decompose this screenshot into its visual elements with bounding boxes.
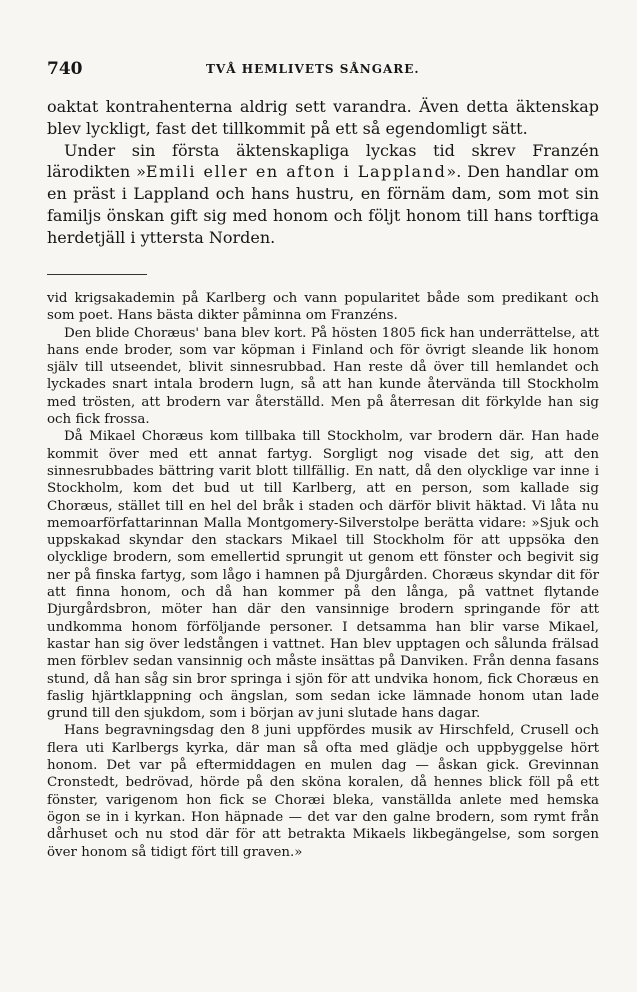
page-number: 740 xyxy=(47,59,83,79)
main-paragraph-1: oaktat kontrahenterna aldrig sett varandra. Även detta äktenskap blev lyckligt, fast det tillkommit på ett så egendomligt sätt. xyxy=(47,97,599,138)
footnote-paragraph-2: Den blide Choræus' bana blev kort. På hösten 1805 fick han underrättelse, att hans ende broder, som var köpman i Finland och för övrigt sleande lik honom själv till utseendet, blivit sinnesrubbad. Han reste då över till hemlandet och lyckades snart intala brodern lugn, så att han kunde återvända till Stockholm med trösten, att brodern var återställd. Men på återresan dit förkylde han sig och fick frossa. xyxy=(47,325,599,428)
page-header xyxy=(0,59,637,83)
main-paragraph-2 xyxy=(47,140,599,249)
footnote-paragraph-4: Hans begravningsdag den 8 juni uppfördes musik av Hirschfeld, Crusell och flera uti Karlbergs kyrka, där man så ofta med glädje och uppbyggelse hört honom. Det var på eftermiddagen en mulen dag — åskan gick. Grevinnan Cronstedt, bedrövad, hörde på den sköna koralen, då hennes blick föll på ett fönster, varigenom hon fick se Choræi bleka, vanställda anlete med hemska ögon se in i kyrkan. Hon häpnade — det var den galne brodern, som rymt från dårhuset och nu stod där för att betrakta Mikaels likbegängelse, som sorgen över honom så tidigt fört till graven.» xyxy=(47,723,599,860)
paragraph-2-lead: Under sin första äktenskapliga lyckas tid skrev Franzén lärodikten » xyxy=(47,140,599,182)
poem-title: Emili eller en afton i Lappland xyxy=(145,162,447,182)
main-text xyxy=(47,96,599,249)
footnote-block xyxy=(47,290,599,861)
footnote-divider xyxy=(47,274,147,275)
footnote-paragraph-3: Då Mikael Choræus kom tillbaka till Stockholm, var brodern där. Han hade kommit över med ett annat fartyg. Sorgligt nog visade det sig, att den sinnesrubbades bättring varit blott tillfällig. En natt, då den olycklige var inne i Stockholm, kom det bud ut till Karlberg, att en person, som kallade sig Choræus, stället till en hel del bråk i staden och därför blivit häktad. Vi låta nu memoarförfattarinnan Malla Montgomery-Silverstolpe berätta vidare: »Sjuk och uppskakad skyndar den stackars Mikael till Stockholm för att uppsöka den olycklige brodern, som emellertid sprungit ut genom ett fönster och begivit sig ner på finska fartyg, som lågo i hamnen på Djurgården. Choræus skyndar dit för att finna honom, och då han kommer på den långa, på vattnet flytande Djurgårdsbron, möter han där den vansinnige brodern springande för att undkomma honom förföljande personer. I detsamma han blir varse Mikael, kastar han sig över ledstången i vattnet. Han blev upptagen och sålunda frälsad men förblev sedan vansinnig och måste insättas på Danviken. Från denna fasans stund, då han såg sin bror springa i sjön för att undvika honom, fick Choræus en faslig hjärtklappning och ängslan, som sedan icke lämnade honom utan lade grund till den sjukdom, som i början av juni slutade hans dagar. xyxy=(47,429,599,722)
footnote-paragraph-1: vid krigsakademin på Karlberg och vann popularitet både som predikant och som poet. Hans bästa dikter påminna om Franzéns. xyxy=(47,291,599,324)
running-head: TVÅ HEMLIVETS SÅNGARE. xyxy=(206,62,420,76)
paragraph-2-rest: ». Den handlar om en präst i Lappland och hans hustru, en förnäm dam, som mot sin familjs önskan gift sig med honom och följt honom till hans torftiga herdetjäll i yttersta Norden. xyxy=(47,162,599,247)
